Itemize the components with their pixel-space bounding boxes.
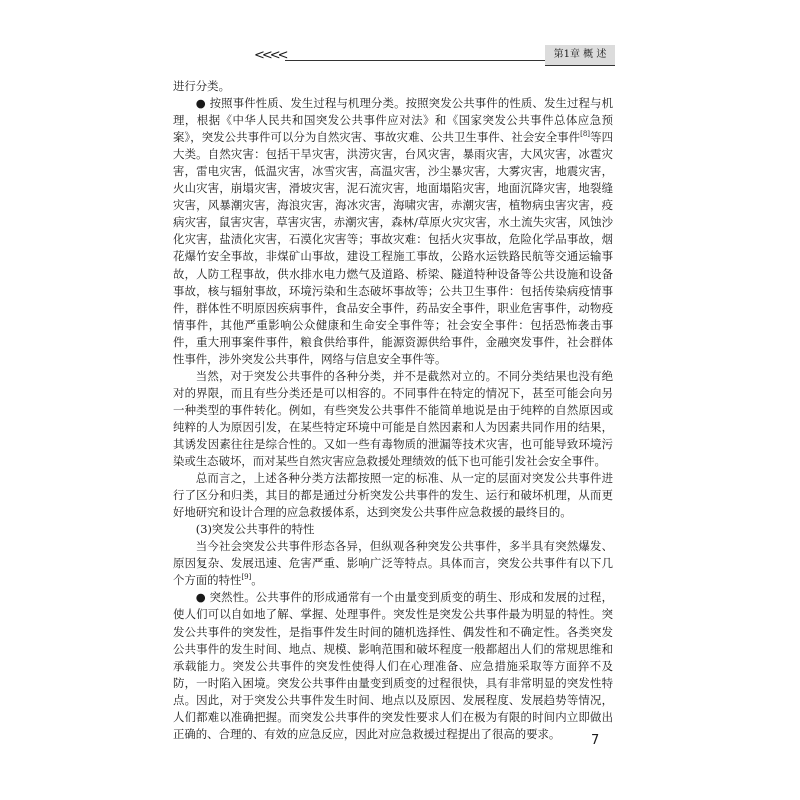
section-heading: (3)突发公共事件的特性 (195, 522, 315, 537)
body-text (173, 78, 613, 743)
paragraph-continuation: 进行分类。 (173, 79, 230, 93)
paragraph-text: 当今社会突发公共事件形态各异，但纵观各种突发公共事件，多半具有突然爆发、原因复杂、发展迅速、危害严重、影响广泛等特点。具体而言，突发公共事件有以下几个方面的特性 (173, 539, 613, 588)
paragraph-suddenness (173, 589, 613, 742)
paragraph-text: 按照事件性质、发生过程与机理分类。按照突发公共事件的性质、发生过程与机理，根据《中华人民共和国突发公共事件应对法》和《国家突发公共事件总体应急预案》，突发公共事件可以分为自然灾害、事故灾难、公共卫生事件、社会安全事件 (173, 96, 613, 145)
paragraph-overlap: 当然，对于突发公共事件的各种分类，并不是截然对立的。不同分类结果也没有绝对的界限，而且有些分类还是可以相容的。不同事件在特定的情况下，甚至可能会向另一种类型的事件转化。例如，有些突发公共事件不能简单地说是由于纯粹的自然原因或纯粹的人为原因引发，在某些特定环境中可能是自然因素和人为因素共同作用的结果，其诱发因素往往是综合性的。又如一些有毒物质的泄漏等技术灾害，也可能导致环境污染或生态破坏，而对某些自然灾害应急救援处理绩效的低下也可能引发社会安全事件。 (173, 368, 613, 469)
page-number: 7 (591, 733, 600, 748)
bullet-icon: ● (195, 590, 206, 605)
paragraph-classification (173, 95, 613, 368)
paragraph-summary: 总而言之，上述各种分类方法都按照一定的标准、从一定的层面对突发公共事件进行了区分和归类，其目的都是通过分析突发公共事件的发生、运行和破坏机理，从而更好地研究和设计合理的应急救援体系，达到突发公共事件应急救援的最终目的。 (173, 471, 613, 520)
chapter-title: 第1章 概 述 (545, 45, 615, 66)
paragraph-characteristics (173, 538, 613, 589)
paragraph-text: 突然性。公共事件的形成通常有一个由量变到质变的萌生、形成和发展的过程，使人们可以自如地了解、掌握、处理事件。突发性是突发公共事件最为明显的特性。突发公共事件的突发性，是指事件发生时间的随机选择性、偶发性和不确定性。各类突发公共事件的发生时间、地点、规模、影响范围和破坏程度一般都超出人们的常规思维和承载能力。突发公共事件的突发性使得人们在心理准备、应急措施采取等方面猝不及防，一时陷入困境。突发公共事件由量变到质变的过程很快，具有非常明显的突发性特点。因此，对于突发公共事件发生时间、地点以及原因、发展程度、发展趋势等情况，人们都难以准确把握。而突发公共事件的突发性要求人们在极为有限的时间内立即做出正确的、合理的、有效的应急反应，因此对应急救援过程提出了很高的要求。 (173, 590, 613, 741)
running-header (170, 45, 615, 67)
citation-ref: [9] (241, 573, 252, 582)
paragraph-text: 等四大类。自然灾害：包括干旱灾害，洪涝灾害，台风灾害，暴雨灾害，大风灾害，冰雹灾害，雷电灾害，低温灾害，冰雪灾害，高温灾害，沙尘暴灾害，大雾灾害，地震灾害，火山灾害，崩塌灾害，滑坡灾害，泥石流灾害，地面塌陷灾害，地面沉降灾害，地裂缝灾害，风暴潮灾害，海浪灾害，海冰灾害，海啸灾害，赤潮灾害，植物病虫害灾害，疫病灾害，鼠害灾害，草害灾害，赤潮灾害，森林/草原火灾灾害，水土流失灾害，风蚀沙化灾害，盐渍化灾害，石漠化灾害等；事故灾难：包括火灾事故，危险化学品事故，烟花爆竹安全事故，非煤矿山事故，建设工程施工事故，公路水运铁路民航等交通运输事故，人防工程事故，供水排水电力燃气及道路、桥梁、隧道特种设备等公共设施和设备事故，核与辐射事故，环境污染和生态破坏事故等；公共卫生事件：包括传染病疫情事件，群体性不明原因疾病事件，食品安全事件，药品安全事件，职业危害事件，动物疫情事件，其他严重影响公众健康和生命安全事件等；社会安全事件：包括恐怖袭击事件，重大刑事案件事件，粮食供给事件，能源资源供给事件，金融突发事件，社会群体性事件，涉外突发公共事件，网络与信息安全事件等。 (173, 130, 613, 366)
header-rule (285, 60, 547, 61)
citation-ref: [8] (580, 130, 591, 139)
paragraph-text: 。 (251, 573, 263, 588)
chevron-ornament: <<<< (254, 48, 286, 63)
bullet-icon: ● (195, 96, 206, 111)
